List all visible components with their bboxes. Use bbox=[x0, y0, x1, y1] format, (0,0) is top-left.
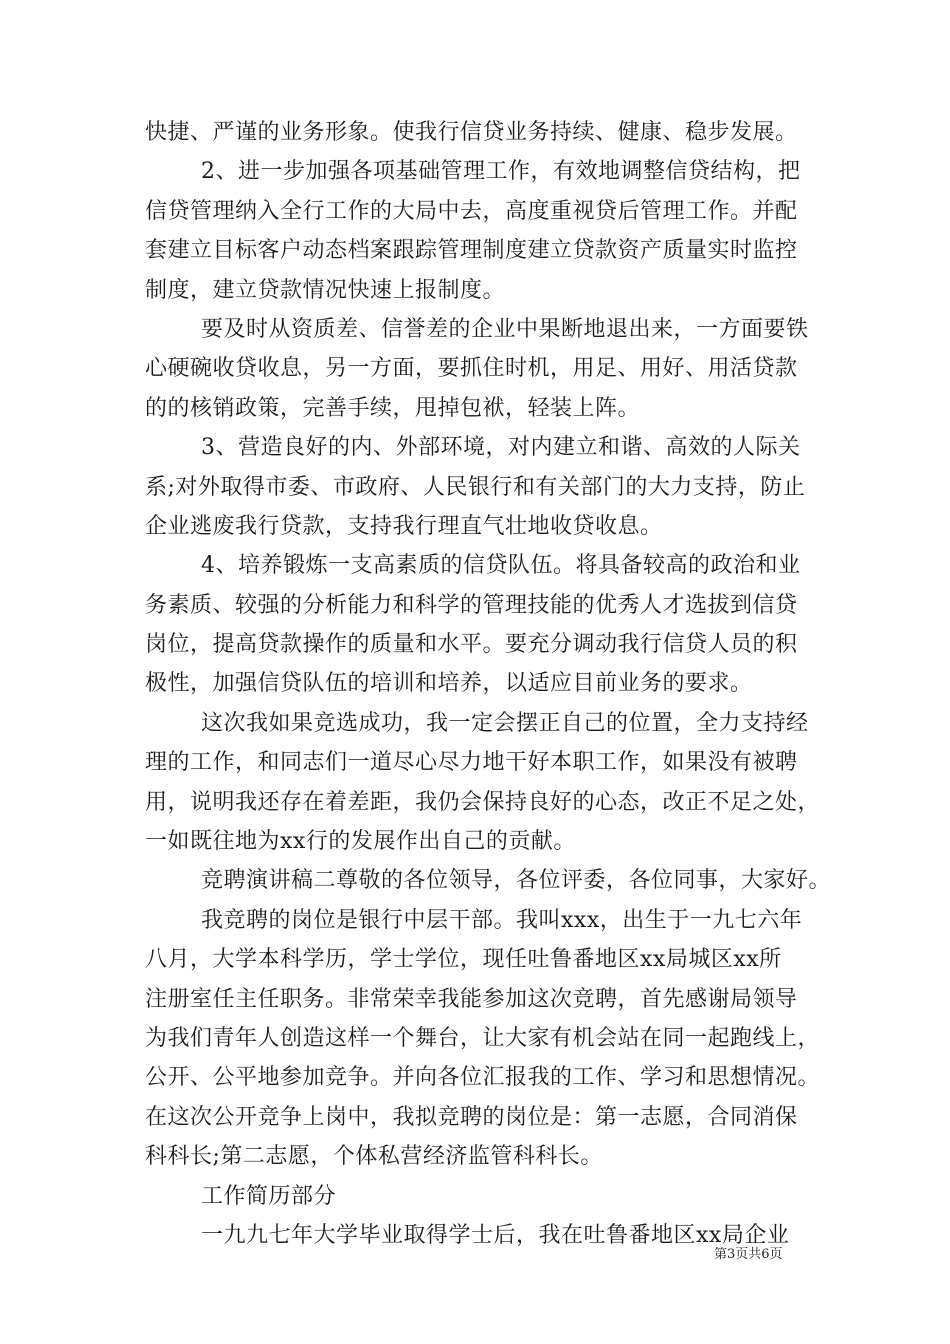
text-line: 理的工作，和同志们一道尽心尽力地干好本职工作，如果没有被聘 bbox=[145, 750, 798, 776]
text-line: 快捷、严谨的业务形象。使我行信贷业务持续、健康、稳步发展。 bbox=[145, 120, 798, 145]
text-line: 科科长;第二志愿，个体私营经济监管科科长。 bbox=[145, 1144, 603, 1170]
text-line: 3、营造良好的内、外部环境，对内建立和谐、高效的人际关 bbox=[201, 435, 801, 461]
text-line: 极性，加强信贷队伍的培训和培养，以适应目前业务的要求。 bbox=[145, 671, 753, 697]
text-line: 岗位，提高贷款操作的质量和水平。要充分调动我行信贷人员的积 bbox=[145, 632, 798, 658]
text-line: 一九九七年大学毕业取得学士后，我在吐鲁番地区xx局企业 bbox=[201, 1222, 790, 1248]
text-line: 为我们青年人创造这样一个舞台，让大家有机会站在同一起跑线上， bbox=[145, 1025, 821, 1051]
text-line: 4、培养锻炼一支高素质的信贷队伍。将具备较高的政治和业 bbox=[201, 553, 801, 579]
text-line: 在这次公开竞争上岗中，我拟竞聘的岗位是：第一志愿，合同消保 bbox=[145, 1104, 798, 1130]
text-line: 我竞聘的岗位是银行中层干部。我叫xxx，出生于一九七六年 bbox=[201, 907, 803, 933]
text-line: 八月，大学本科学历，学士学位，现任吐鲁番地区xx局城区xx所 bbox=[145, 947, 782, 973]
text-line: 这次我如果竞选成功，我一定会摆正自己的位置，全力支持经 bbox=[201, 710, 809, 736]
text-line: 务素质、较强的分析能力和科学的管理技能的优秀人才选拔到信贷 bbox=[145, 592, 798, 618]
text-line: 2、进一步加强各项基础管理工作，有效地调整信贷结构，把 bbox=[201, 159, 801, 185]
text-line: 系;对外取得市委、市政府、人民银行和有关部门的大力支持，防止 bbox=[145, 474, 806, 500]
document-body bbox=[145, 113, 832, 1255]
text-line: 要及时从资质差、信誉差的企业中果断地退出来，一方面要铁 bbox=[201, 316, 809, 342]
text-line: 的的核销政策，完善手续，甩掉包袱，轻装上阵。 bbox=[145, 395, 641, 421]
text-line: 公开、公平地参加竞争。并向各位汇报我的工作、学习和思想情况。 bbox=[145, 1065, 821, 1091]
page-number: 第3页共6页 bbox=[714, 1247, 783, 1262]
text-line: 心硬碗收贷收息，另一方面，要抓住时机，用足、用好、用活贷款 bbox=[145, 356, 798, 382]
text-line: 用，说明我还存在着差距，我仍会保持良好的心态，改正不足之处， bbox=[145, 789, 821, 815]
text-line: 注册室任主任职务。非常荣幸我能参加这次竞聘，首先感谢局领导 bbox=[145, 986, 798, 1012]
text-line: 信贷管理纳入全行工作的大局中去，高度重视贷后管理工作。并配 bbox=[145, 198, 798, 224]
text-line: 一如既往地为xx行的发展作出自己的贡献。 bbox=[145, 829, 576, 855]
text-line: 企业逃废我行贷款，支持我行理直气壮地收贷收息。 bbox=[145, 513, 663, 539]
text-line: 套建立目标客户动态档案跟踪管理制度建立贷款资产质量实时监控 bbox=[145, 238, 798, 264]
text-line: 工作简历部分 bbox=[201, 1183, 337, 1209]
text-line: 竞聘演讲稿二尊敬的各位领导，各位评委，各位同事，大家好。 bbox=[201, 868, 832, 894]
text-line: 制度，建立贷款情况快速上报制度。 bbox=[145, 277, 506, 303]
